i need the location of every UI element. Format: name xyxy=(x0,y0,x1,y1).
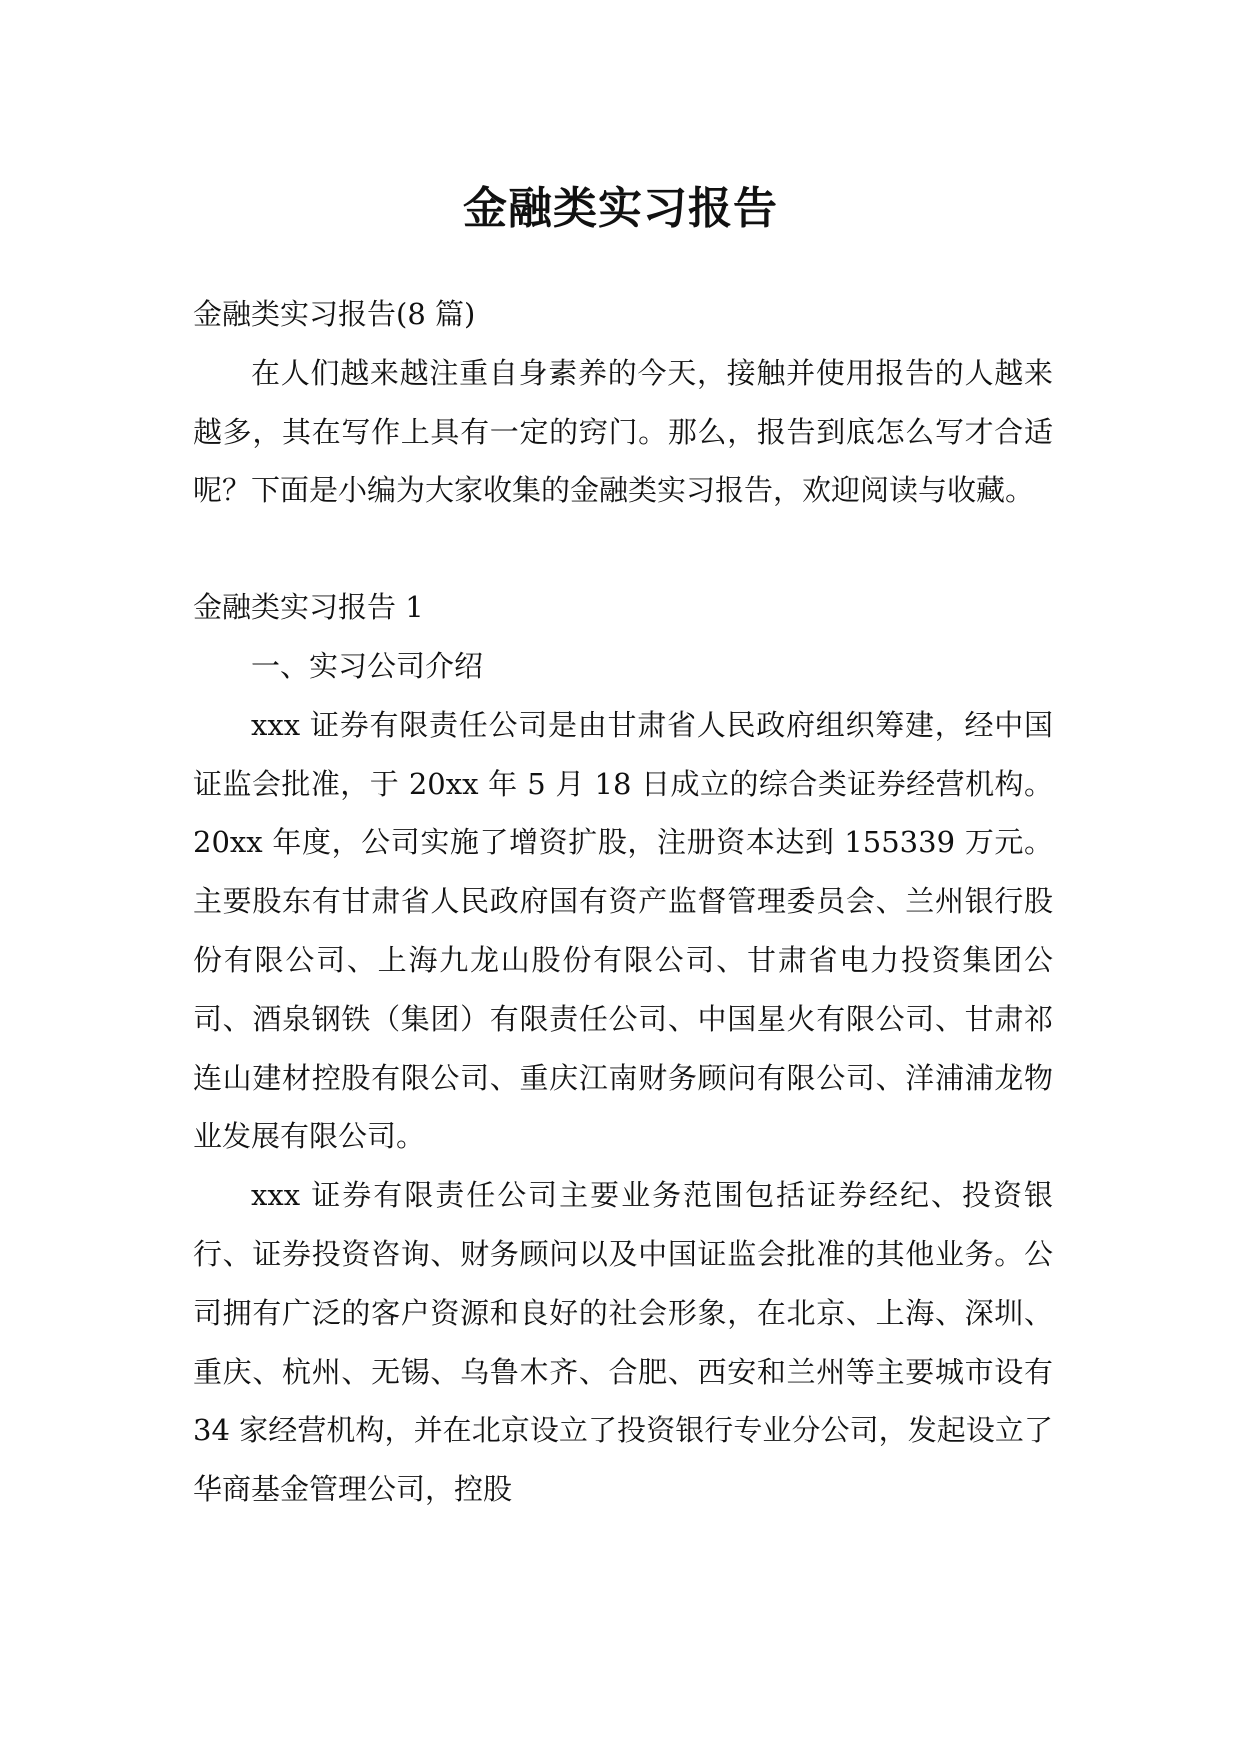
document-subtitle: 金融类实习报告(8 篇) xyxy=(193,297,476,331)
intro-paragraph: 在人们越来越注重自身素养的今天，接触并使用报告的人越来越多，其在写作上具有一定的窍门。那么，报告到底怎么写才合适呢？下面是小编为大家收集的金融类实习报告，欢迎阅读与收藏。 xyxy=(193,355,1053,508)
company-paragraph-1: xxx 证券有限责任公司是由甘肃省人民政府组织筹建，经中国证监会批准，于 20xx 年 5 月 18 日成立的综合类证券经营机构。20xx 年度，公司实施了增资扩股，注册资本达到 155339 万元。主要股东有甘肃省人民政府国有资产监督管理委员会、兰州银行股份有限公司、上海九龙山股份有限公司、甘肃省电力投资集团公司、酒泉钢铁（集团）有限责任公司、中国星火有限公司、甘肃祁连山建材控股有限公司、重庆江南财务顾问有限公司、洋浦浦龙物业发展有限公司。 xyxy=(193,707,1053,1154)
document-title: 金融类实习报告 xyxy=(463,183,778,235)
section-heading: 金融类实习报告 1 xyxy=(193,590,424,625)
company-paragraph-2: xxx 证券有限责任公司主要业务范围包括证券经纪、投资银行、证券投资咨询、财务顾问以及中国证监会批准的其他业务。公司拥有广泛的客户资源和良好的社会形象，在北京、上海、深圳、重庆、杭州、无锡、乌鲁木齐、合肥、西安和兰州等主要城市设有 34 家经营机构，并在北京设立了投资银行专业分公司，发起设立了华商基金管理公司，控股 xyxy=(193,1178,1053,1507)
subsection-heading: 一、实习公司介绍 xyxy=(251,648,484,683)
document-body xyxy=(193,285,1053,1519)
